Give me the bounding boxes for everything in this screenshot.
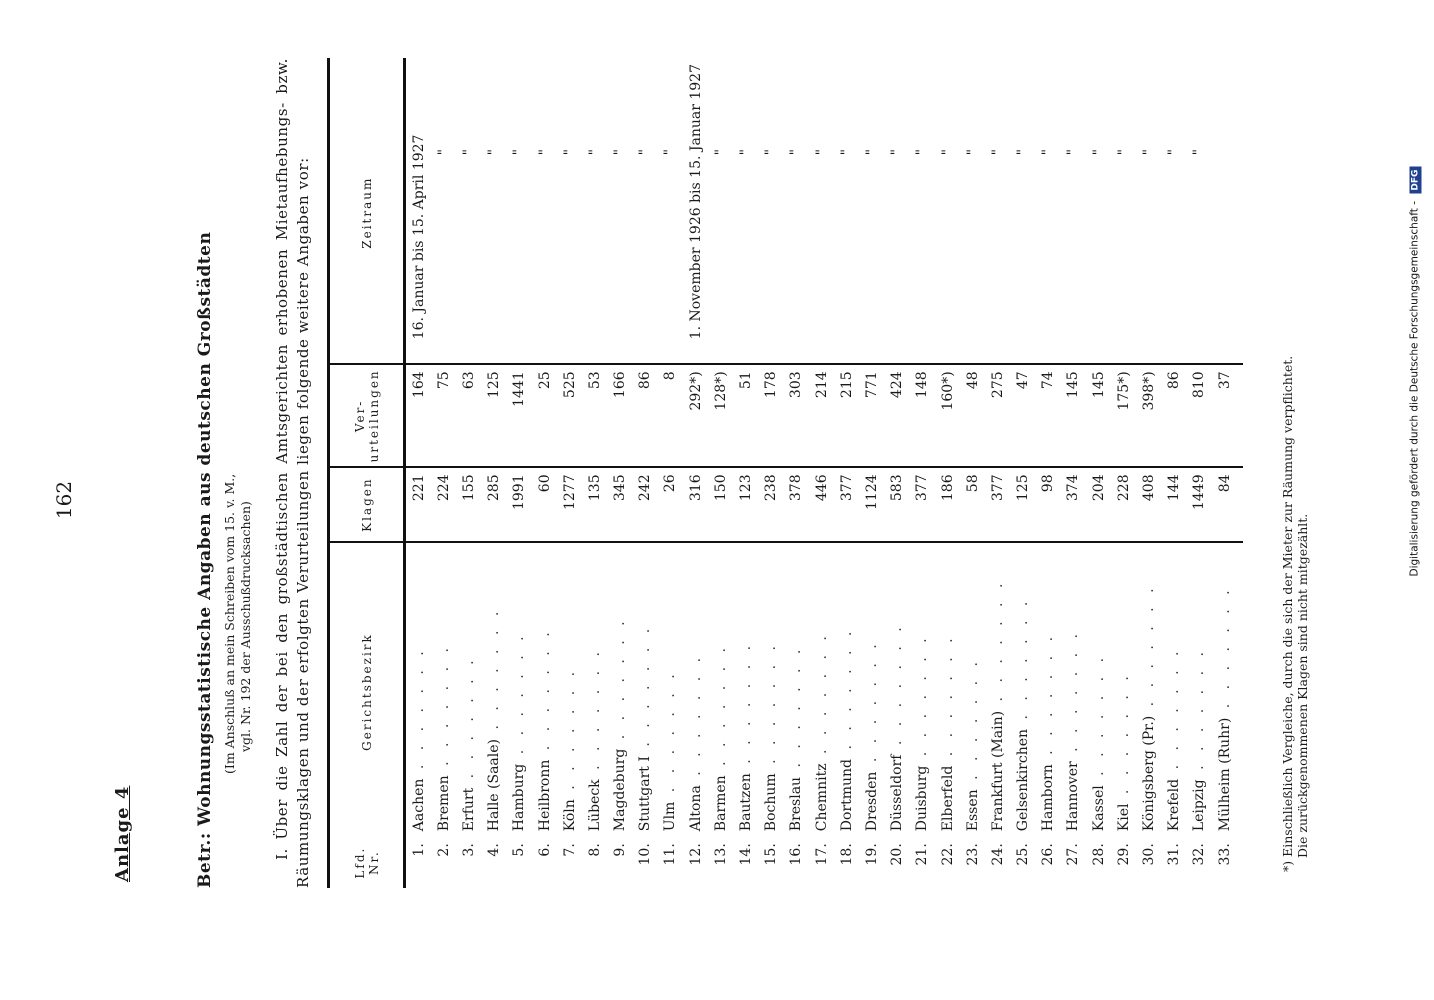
district-name: Barmen [712, 775, 729, 832]
dot-leader: . . . . . . . [662, 669, 679, 802]
row-zeitraum: " [1187, 58, 1212, 364]
table-row [1061, 58, 1086, 888]
table-row [532, 58, 557, 888]
dot-leader: . . . . . . . [964, 657, 981, 790]
row-gerichtsbezirk [582, 542, 607, 837]
digitization-sidebar [1406, 0, 1432, 1000]
row-zeitraum: " [935, 58, 960, 364]
header-zeitraum: Zeitraum [329, 58, 405, 364]
table-row [582, 58, 607, 888]
row-klagen: 316 [683, 467, 708, 541]
district-name: Lübeck [586, 779, 603, 832]
row-nr: 14. [738, 843, 755, 866]
row-zeitraum: " [582, 58, 607, 364]
row-nr: 15. [763, 843, 780, 866]
row-zeitraum: " [456, 58, 481, 364]
district-name: Kiel [1115, 803, 1132, 832]
row-nr: 17. [813, 843, 830, 866]
row-verurteilungen: 148 [910, 364, 935, 467]
dot-leader: . . . . . . . [1015, 596, 1032, 729]
header-verurteilungen: Ver-urteilungen [329, 364, 405, 467]
district-name: Ulm [662, 801, 679, 832]
digitization-credit-text: Digitalisierung gefördert durch die Deutsche Forschungsgemeinschaft - [1408, 200, 1421, 577]
dot-leader: . . . . . . . [939, 633, 956, 766]
row-klagen: 345 [608, 467, 633, 541]
district-name: Hamborn [1040, 764, 1057, 832]
row-gerichtsbezirk [1162, 542, 1187, 837]
row-nr: 31. [1166, 843, 1183, 866]
row-klagen: 228 [1111, 467, 1136, 541]
row-gerichtsbezirk [935, 542, 960, 837]
table-row [1187, 58, 1212, 888]
row-nr: 4. [486, 843, 503, 857]
row-nr: 18. [838, 843, 855, 866]
row-klagen: 1449 [1187, 467, 1212, 541]
table-row [1212, 58, 1243, 888]
table-row [1036, 58, 1061, 888]
table-row [507, 58, 532, 888]
row-klagen: 58 [960, 467, 985, 541]
row-zeitraum: " [784, 58, 809, 364]
row-klagen: 26 [658, 467, 683, 541]
dot-leader: . . . . . . . [1141, 583, 1158, 716]
table-row [809, 58, 834, 888]
district-name: Halle (Saale) [486, 739, 503, 832]
table-row [608, 58, 633, 888]
row-gerichtsbezirk [608, 542, 633, 837]
row-nr: 5. [511, 843, 528, 857]
row-verurteilungen: 37 [1212, 364, 1243, 467]
row-klagen: 238 [759, 467, 784, 541]
dot-leader: . . . . . . . [712, 643, 729, 776]
row-nr: 1. [410, 843, 427, 857]
row-klagen: 204 [1086, 467, 1111, 541]
row-nr: 12. [687, 843, 704, 866]
row-gerichtsbezirk [1061, 542, 1086, 837]
row-zeitraum: " [658, 58, 683, 364]
row-zeitraum: 1. November 1926 bis 15. Januar 1927 [683, 58, 708, 364]
row-zeitraum: " [1011, 58, 1036, 364]
row-klagen: 377 [834, 467, 859, 541]
footnote [1280, 72, 1310, 872]
row-nr: 19. [863, 843, 880, 866]
dot-leader: . . . . . . . [586, 647, 603, 780]
table-row [759, 58, 784, 888]
row-nr: 24. [989, 843, 1006, 866]
row-verurteilungen: 86 [633, 364, 658, 467]
table-row [960, 58, 985, 888]
row-zeitraum: " [708, 58, 733, 364]
district-name: Hamburg [511, 763, 528, 832]
row-zeitraum [1212, 58, 1243, 364]
row-verurteilungen: 166 [608, 364, 633, 467]
row-gerichtsbezirk [1086, 542, 1111, 837]
row-zeitraum: " [1086, 58, 1111, 364]
dot-leader: . . . . . . . [612, 616, 629, 749]
row-zeitraum: " [809, 58, 834, 364]
row-gerichtsbezirk [1036, 542, 1061, 837]
row-klagen: 123 [733, 467, 758, 541]
row-gerichtsbezirk [405, 542, 432, 837]
row-verurteilungen: 810 [1187, 364, 1212, 467]
row-gerichtsbezirk [633, 542, 658, 837]
table-row [683, 58, 708, 888]
table-row [985, 58, 1010, 888]
dot-leader: . . . . . . . [1166, 646, 1183, 779]
row-nr: 29. [1115, 843, 1132, 866]
dot-leader: . . . . . . . [863, 639, 880, 772]
row-nr: 21. [914, 843, 931, 866]
row-verurteilungen: 525 [557, 364, 582, 467]
dot-leader: . . . . . . . [914, 633, 931, 766]
row-nr: 32. [1191, 843, 1208, 866]
row-klagen: 285 [482, 467, 507, 541]
dot-leader: . . . . . . . [410, 646, 427, 779]
row-klagen: 144 [1162, 467, 1187, 541]
row-verurteilungen: 25 [532, 364, 557, 467]
row-gerichtsbezirk [885, 542, 910, 837]
row-klagen: 378 [784, 467, 809, 541]
dot-leader: . . . . . . . [1090, 652, 1107, 786]
dot-leader: . . . . . . . [511, 631, 528, 764]
row-nr: 22. [939, 843, 956, 866]
table-row [834, 58, 859, 888]
row-verurteilungen: 160*) [935, 364, 960, 467]
table-row [557, 58, 582, 888]
district-name: Düsseldorf [889, 754, 906, 832]
row-gerichtsbezirk [733, 542, 758, 837]
row-klagen: 446 [809, 467, 834, 541]
row-klagen: 1991 [507, 467, 532, 541]
row-klagen: 60 [532, 467, 557, 541]
table-row [784, 58, 809, 888]
table-row [1111, 58, 1136, 888]
district-name: Königsberg (Pr.) [1141, 715, 1158, 832]
row-gerichtsbezirk [708, 542, 733, 837]
row-nr: 2. [435, 843, 452, 857]
table-row [482, 58, 507, 888]
table-row [885, 58, 910, 888]
row-zeitraum: " [859, 58, 884, 364]
dot-leader: . . . . . . . [1065, 629, 1082, 762]
table-row [935, 58, 960, 888]
row-verurteilungen: 771 [859, 364, 884, 467]
district-name: Essen [964, 789, 981, 832]
district-name: Duisburg [914, 765, 931, 832]
row-zeitraum: " [1136, 58, 1161, 364]
dot-leader: . . . . . . . [637, 623, 654, 757]
district-name: Dortmund [838, 758, 855, 832]
row-gerichtsbezirk [859, 542, 884, 837]
document-subject: Betr.: Wohnungsstatistische Angaben aus deutschen Großstädten [195, 231, 215, 888]
row-zeitraum: " [557, 58, 582, 364]
district-name: Stuttgart I [637, 756, 654, 832]
row-gerichtsbezirk [482, 542, 507, 837]
appendix-label: Anlage 4 [112, 785, 133, 882]
row-zeitraum: 16. Januar bis 15. April 1927 [405, 58, 432, 364]
row-nr: 27. [1065, 843, 1082, 866]
row-klagen: 583 [885, 467, 910, 541]
row-klagen: 186 [935, 467, 960, 541]
row-nr: 6. [536, 843, 553, 857]
district-name: Magdeburg [612, 748, 629, 832]
row-zeitraum: " [759, 58, 784, 364]
dfg-logo: DFG [1410, 167, 1422, 194]
row-gerichtsbezirk [1111, 542, 1136, 837]
row-verurteilungen: 1441 [507, 364, 532, 467]
row-gerichtsbezirk [431, 542, 456, 837]
row-nr: 33. [1216, 843, 1233, 866]
row-verurteilungen: 214 [809, 364, 834, 467]
footnote-line-2: Die zurückgenommenen Klagen sind nicht mitgezählt. [1295, 513, 1310, 858]
row-nr: 30. [1141, 843, 1158, 866]
row-klagen: 135 [582, 467, 607, 541]
row-zeitraum: " [1061, 58, 1086, 364]
row-nr: 28. [1090, 843, 1107, 866]
row-gerichtsbezirk [1011, 542, 1036, 837]
row-nr: 20. [889, 843, 906, 866]
row-klagen: 377 [985, 467, 1010, 541]
dot-leader: . . . . . . . [763, 641, 780, 774]
row-nr: 26. [1040, 843, 1057, 866]
statistics-table [327, 58, 1243, 888]
row-nr: 7. [561, 843, 578, 857]
row-klagen: 125 [1011, 467, 1036, 541]
dot-leader: . . . . . . . [1040, 631, 1057, 765]
row-gerichtsbezirk [910, 542, 935, 837]
row-zeitraum: " [885, 58, 910, 364]
row-klagen: 84 [1212, 467, 1243, 541]
district-name: Frankfurt (Main) [989, 710, 1006, 832]
row-nr: 25. [1015, 843, 1032, 866]
district-name: Kassel [1090, 785, 1107, 832]
row-nr: 13. [712, 843, 729, 866]
row-gerichtsbezirk [456, 542, 481, 837]
district-name: Bremen [435, 775, 452, 832]
row-klagen: 155 [456, 467, 481, 541]
district-name: Bautzen [738, 773, 755, 832]
row-verurteilungen: 145 [1061, 364, 1086, 467]
district-name: Krefeld [1166, 778, 1183, 832]
dot-leader: . . . . . . . [561, 666, 578, 800]
table-row [1011, 58, 1036, 888]
row-verurteilungen: 145 [1086, 364, 1111, 467]
district-name: Dresden [863, 771, 880, 832]
table-row [633, 58, 658, 888]
district-name: Heilbronn [536, 759, 553, 832]
row-klagen: 224 [431, 467, 456, 541]
row-nr: 16. [788, 843, 805, 866]
table-row [405, 58, 432, 888]
header-gerichtsbezirk: Gerichtsbezirk [359, 633, 374, 751]
table-row [708, 58, 733, 888]
table-row [1086, 58, 1111, 888]
district-name: Hannover [1065, 761, 1082, 832]
row-gerichtsbezirk [759, 542, 784, 837]
footnote-line-1: *) Einschließlich Vergleiche, durch die sich der Mieter zur Räumung verpflichtet. [1280, 355, 1295, 872]
row-verurteilungen: 75 [431, 364, 456, 467]
row-gerichtsbezirk [557, 542, 582, 837]
row-nr: 8. [586, 843, 603, 857]
dot-leader: . . . . . . . [1216, 585, 1233, 718]
reference-note-line-2: vgl. Nr. 192 der Ausschußdrucksachen) [238, 501, 253, 752]
dot-leader: . . . . . . . [435, 643, 452, 776]
row-gerichtsbezirk [834, 542, 859, 837]
row-klagen: 377 [910, 467, 935, 541]
row-verurteilungen: 292*) [683, 364, 708, 467]
table-row [859, 58, 884, 888]
dot-leader: . . . . . . . [1191, 647, 1208, 780]
district-name: Elberfeld [939, 765, 956, 832]
dot-leader: . . . . . . . [536, 627, 553, 760]
district-name: Bochum [763, 773, 780, 832]
row-nr: 3. [460, 843, 477, 857]
row-verurteilungen: 164 [405, 364, 432, 467]
row-gerichtsbezirk [809, 542, 834, 837]
dot-leader: . . . . . . . [687, 652, 704, 786]
row-verurteilungen: 175*) [1111, 364, 1136, 467]
row-gerichtsbezirk [985, 542, 1010, 837]
row-zeitraum: " [431, 58, 456, 364]
intro-paragraph: I. Über die Zahl der bei den großstädtischen Amtsgerichten erhobenen Mietaufhebungs- bzw. Räumungsklagen und der erfolgten Verurteilungen liegen folgende weitere Angaben vor: [273, 58, 312, 888]
row-verurteilungen: 8 [658, 364, 683, 467]
district-name: Köln [561, 799, 578, 832]
row-klagen: 221 [405, 467, 432, 541]
row-klagen: 374 [1061, 467, 1086, 541]
table-row [1136, 58, 1161, 888]
table-row [456, 58, 481, 888]
dot-leader: . . . . . . . [788, 644, 805, 777]
row-verurteilungen: 303 [784, 364, 809, 467]
table-row [431, 58, 456, 888]
district-name: Breslau [788, 776, 805, 832]
row-zeitraum: " [733, 58, 758, 364]
row-verurteilungen: 74 [1036, 364, 1061, 467]
table-row [910, 58, 935, 888]
dot-leader: . . . . . . . [486, 606, 503, 739]
row-verurteilungen: 178 [759, 364, 784, 467]
dot-leader: . . . . . . . [889, 622, 906, 755]
row-nr: 10. [637, 843, 654, 866]
row-verurteilungen: 51 [733, 364, 758, 467]
row-klagen: 1124 [859, 467, 884, 541]
row-gerichtsbezirk [532, 542, 557, 837]
row-gerichtsbezirk [658, 542, 683, 837]
row-nr: 9. [612, 843, 629, 857]
row-zeitraum: " [834, 58, 859, 364]
row-gerichtsbezirk [960, 542, 985, 837]
row-verurteilungen: 275 [985, 364, 1010, 467]
row-verurteilungen: 128*) [708, 364, 733, 467]
district-name: Leipzig [1191, 779, 1208, 832]
dot-leader: . . . . . . . [838, 626, 855, 759]
district-name: Mülheim (Ruhr) [1216, 717, 1233, 832]
dot-leader: . . . . . . . [813, 631, 830, 764]
row-gerichtsbezirk [683, 542, 708, 837]
row-verurteilungen: 125 [482, 364, 507, 467]
row-verurteilungen: 53 [582, 364, 607, 467]
row-verurteilungen: 215 [834, 364, 859, 467]
digitization-credit [1409, 0, 1422, 577]
row-zeitraum: " [960, 58, 985, 364]
dot-leader: . . . . . . . [989, 578, 1006, 711]
row-klagen: 242 [633, 467, 658, 541]
row-gerichtsbezirk [1212, 542, 1243, 837]
row-verurteilungen: 48 [960, 364, 985, 467]
row-zeitraum: " [633, 58, 658, 364]
district-name: Erfurt [460, 787, 477, 832]
row-verurteilungen: 63 [456, 364, 481, 467]
header-klagen: Klagen [329, 467, 405, 541]
row-gerichtsbezirk [1187, 542, 1212, 837]
table-header-row [329, 58, 405, 888]
row-klagen: 98 [1036, 467, 1061, 541]
row-klagen: 150 [708, 467, 733, 541]
row-zeitraum: " [532, 58, 557, 364]
row-klagen: 1277 [557, 467, 582, 541]
page-number: 162 [52, 480, 76, 520]
row-verurteilungen: 47 [1011, 364, 1036, 467]
row-zeitraum: " [608, 58, 633, 364]
row-zeitraum: " [1162, 58, 1187, 364]
row-zeitraum: " [1036, 58, 1061, 364]
row-gerichtsbezirk [784, 542, 809, 837]
row-zeitraum: " [910, 58, 935, 364]
row-zeitraum: " [985, 58, 1010, 364]
table-row [733, 58, 758, 888]
row-zeitraum: " [482, 58, 507, 364]
row-gerichtsbezirk [507, 542, 532, 837]
dot-leader: . . . . . . . [738, 640, 755, 774]
table-row [1162, 58, 1187, 888]
row-nr: 11. [662, 843, 679, 866]
dot-leader: . . . . . . . [1115, 671, 1132, 804]
district-name: Chemnitz [813, 763, 830, 832]
header-nr: Lfd. Nr. [352, 846, 381, 879]
row-gerichtsbezirk [1136, 542, 1161, 837]
table-body [405, 58, 1244, 888]
district-name: Aachen [410, 778, 427, 832]
dot-leader: . . . . . . . [460, 655, 477, 788]
reference-note-line-1: (Im Anschluß an mein Schreiben vom 15. v. M., [222, 473, 237, 774]
row-klagen: 408 [1136, 467, 1161, 541]
row-verurteilungen: 398*) [1136, 364, 1161, 467]
row-nr: 23. [964, 843, 981, 866]
row-zeitraum: " [507, 58, 532, 364]
row-verurteilungen: 424 [885, 364, 910, 467]
district-name: Altona [687, 785, 704, 832]
district-name: Gelsenkirchen [1015, 728, 1032, 832]
table-row [658, 58, 683, 888]
row-zeitraum: " [1111, 58, 1136, 364]
row-verurteilungen: 86 [1162, 364, 1187, 467]
